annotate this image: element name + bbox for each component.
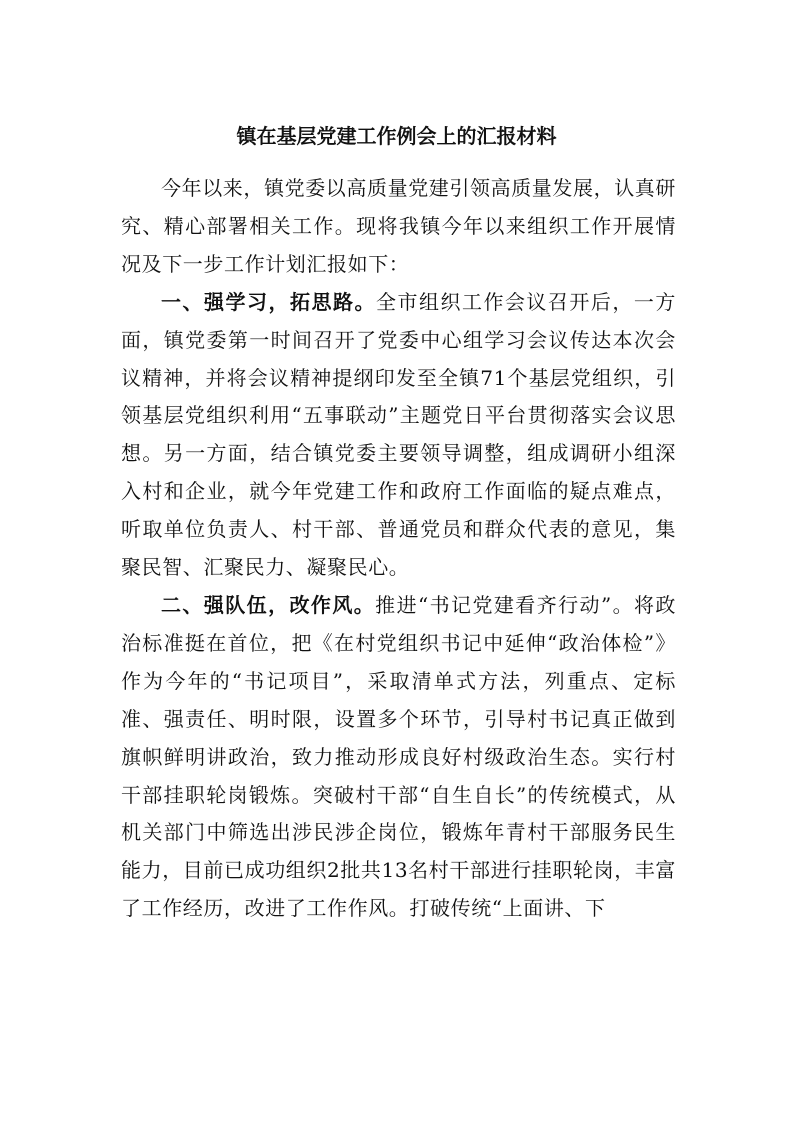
intro-paragraph: 今年以来，镇党委以高质量党建引领高质量发展，认真研究、精心部署相关工作。现将我镇今年以来组织工作开展情况及下一步工作计划汇报如下： (121, 176, 676, 276)
document-title: 镇在基层党建工作例会上的汇报材料 (236, 124, 557, 148)
section-text-2: 推进“书记党建看齐行动”。将政治标准挺在首位，把《在村党组织书记中延伸“政治体检”》作为今年的“书记项目”，采取清单式方法，列重点、定标准、强责任、明时限，设置多个环节，引导村书记真正做到旗帜鲜明讲政治，致力推动形成良好村级政治生态。实行村干部挂职轮岗锻炼。突破村干部“自生自长”的传统模式，从机关部门中筛选出涉民涉企岗位，锻炼年青村干部服务民生能力，目前已成功组织2批共13名村干部进行挂职轮岗，丰富了工作经历，改进了工作作风。打破传统“上面讲、下 (121, 592, 677, 921)
section-text-1: 全市组织工作会议召开后，一方面，镇党委第一时间召开了党委中心组学习会议传达本次会议精神，并将会议精神提纲印发至全镇71个基层党组织，引领基层党组织利用“五事联动”主题党日平台贯彻落实会议思想。另一方面，结合镇党委主要领导调整，组成调研小组深入村和企业，就今年党建工作和政府工作面临的疑点难点，听取单位负责人、村干部、普通党员和群众代表的意见，集聚民智、汇聚民力、凝聚民心。 (121, 289, 677, 580)
section-heading-1: 一、强学习，拓思路。 (161, 289, 376, 314)
section-paragraph-1 (121, 284, 676, 587)
document-body (121, 170, 676, 928)
section-heading-2: 二、强队伍，改作风。 (161, 592, 376, 617)
section-paragraph-2 (121, 587, 676, 928)
